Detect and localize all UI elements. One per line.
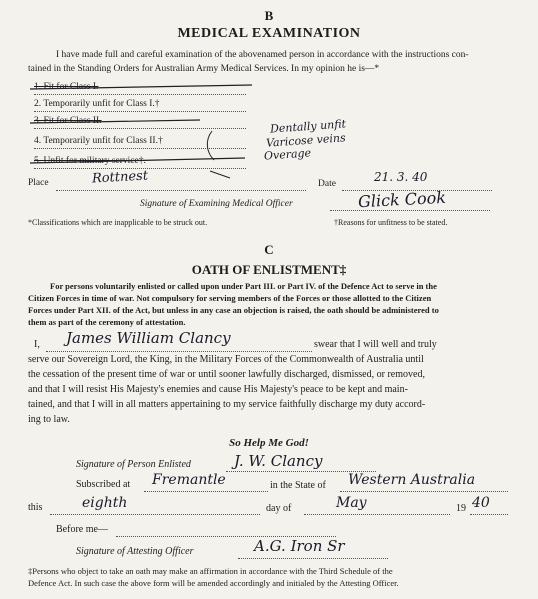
oath-intro-line-4: them as part of the ceremony of attestation.	[28, 317, 186, 327]
footnote-reasons: †Reasons for unfitness to be stated.	[334, 218, 448, 227]
attesting-sig-label: Signature of Attesting Officer	[76, 546, 194, 557]
option-fit-class-2: 3. Fit for Class II.	[34, 116, 102, 126]
affirmation-footnote-1: ‡Persons who object to take an oath may make an affirmation in accordance with the Third Schedule of the	[28, 566, 393, 576]
subscribed-place: Fremantle	[152, 472, 226, 488]
month-line	[304, 514, 450, 515]
oath-intro-line-3: Forces under Part XII. of the Act, but unless in any case an objection is raised, the oath should be administered to	[28, 305, 439, 315]
oath-line-5: tained, and that I will in all matters appertaining to my service faithfully discharge my duty accord-	[28, 399, 426, 410]
day-of-label: day of	[266, 503, 292, 514]
oath-line-4: and that I will resist His Majesty's enemies and cause His Majesty's peace to be kept and main-	[28, 384, 408, 395]
year-line	[470, 514, 508, 515]
reason-dentally-unfit: Dentally unfit	[269, 117, 347, 136]
attesting-signature: A.G. Iron Sr	[254, 537, 345, 555]
option-temp-unfit-class-1: 2. Temporarily unfit for Class I.†	[34, 99, 160, 109]
medical-intro-line-1: I have made full and careful examination of the abovenamed person in accordance with the instructions con-	[56, 50, 469, 60]
section-c-letter: C	[264, 242, 274, 257]
oath-line-3: the cessation of the present time of war or until sooner lawfully discharged, dismissed, or removed,	[28, 369, 425, 380]
enlisted-sig-label: Signature of Person Enlisted	[76, 459, 191, 470]
place-line	[56, 190, 306, 191]
reason-overage: Overage	[263, 146, 312, 163]
date-value: 21. 3. 40	[374, 170, 428, 184]
place-label: Place	[28, 178, 49, 188]
oath-line-6: ing to law.	[28, 414, 70, 425]
oath-title: OATH OF ENLISTMENT‡	[191, 262, 347, 277]
option-temp-unfit-class-2: 4. Temporarily unfit for Class II.†	[34, 136, 163, 146]
medical-officer-signature: Glick Cook	[357, 187, 447, 212]
enlistee-name: James William Clancy	[66, 329, 231, 347]
subscribed-line	[144, 491, 268, 492]
subscribed-label: Subscribed at	[76, 479, 131, 490]
state-value: Western Australia	[348, 472, 476, 488]
footnote-classifications: *Classifications which are inapplicable to be struck out.	[28, 218, 208, 227]
state-line	[340, 491, 508, 492]
medical-intro-line-2: tained in the Standing Orders for Australian Army Medical Services. In my opinion he is—*	[28, 64, 380, 74]
oath-i-label: I,	[34, 339, 40, 350]
year-value: 40	[472, 495, 490, 511]
this-label: this	[28, 502, 43, 513]
medical-officer-sig-label: Signature of Examining Medical Officer	[140, 199, 293, 209]
section-b-letter: B	[264, 8, 274, 23]
attesting-sig-line	[238, 558, 388, 559]
date-label: Date	[318, 179, 336, 189]
before-me-label: Before me—	[56, 524, 108, 535]
month-value: May	[336, 495, 367, 511]
oath-intro-line-1: For persons voluntarily enlisted or called upon under Part III. or Part IV. of the Defence Act to serve in the	[50, 281, 437, 291]
option-fit-class-1: 1. Fit for Class I.	[34, 82, 99, 92]
oath-name-line	[46, 351, 312, 352]
affirmation-footnote-2: Defence Act. In such case the above form will be amended accordingly and initialed by the Attesting Officer.	[28, 578, 399, 588]
state-label: in the State of	[270, 480, 326, 491]
oath-intro-line-2: Citizen Forces in time of war. Not compulsory for serving members of the Forces or those allotted to the Citizen	[28, 293, 432, 303]
place-value: Rottnest	[91, 168, 149, 187]
oath-line-2: serve our Sovereign Lord, the King, in the Military Forces of the Commonwealth of Australia until	[28, 354, 424, 365]
medical-examination-title: MEDICAL EXAMINATION	[177, 26, 361, 41]
year-prefix: 19	[456, 503, 466, 514]
day-value: eighth	[82, 495, 128, 511]
enlisted-signature: J. W. Clancy	[234, 452, 323, 470]
option-unfit-military: 5. Unfit for military service†.	[34, 156, 146, 166]
oath-line-1-end: swear that I will well and truly	[314, 339, 437, 350]
day-line	[50, 514, 260, 515]
so-help-me-god: So Help Me God!	[229, 437, 309, 449]
reason-varicose-veins: Varicose veins	[265, 131, 347, 150]
medical-officer-sig-line	[330, 210, 490, 211]
